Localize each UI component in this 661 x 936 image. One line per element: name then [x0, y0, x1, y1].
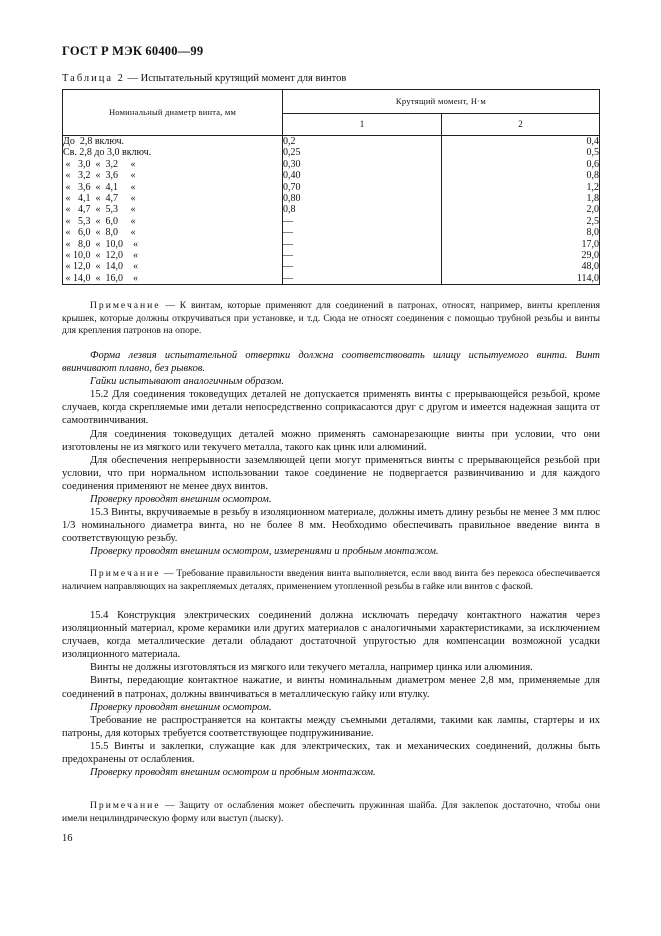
torque-value-2: 0,5	[586, 147, 599, 159]
torque-value-1: 0,80	[283, 192, 301, 204]
torque-value-2: 8,0	[586, 227, 599, 239]
torque-value-1: 0,30	[283, 158, 301, 170]
page-number: 16	[62, 833, 73, 844]
verification-statement: Проверку проводят внешним осмотром и пробным монтажом.	[90, 767, 376, 779]
diameter-value: « 5,3 « 6,0 «	[63, 215, 136, 227]
diameter-column	[63, 136, 283, 285]
diameter-value: « 3,6 « 4,1 «	[63, 181, 136, 193]
note-loosening	[62, 800, 600, 825]
torque-value-1: —	[283, 272, 293, 284]
paragraph: 15.2 Для соединения токоведущих деталей не допускается применять винты с прерывающейся резьбой, кроме случаев, когда скрепляемые ими детали непосредственно соприкасаются друг с другом и имеется надежная защита от самоотвинчивания.	[62, 389, 600, 427]
diameter-value: « 4,7 « 5,3 «	[63, 204, 136, 216]
diameter-value: « 12,0 « 14,0 «	[63, 261, 138, 273]
note-thread-entry	[62, 568, 600, 593]
section-15-4-15-5	[62, 609, 600, 779]
standard-header: ГОСТ Р МЭК 60400—99	[62, 44, 204, 58]
diameter-value: « 4,1 « 4,7 «	[63, 192, 136, 204]
paragraph: Для обеспечения непрерывности заземляющей цепи могут применяться винты с прерывающейся резьбой при условии, что при нормальном использовании такое соединение не подвергается развинчиванию и для каждого соединения применяют не менее двух винтов.	[62, 454, 600, 492]
column-header-2: 2	[442, 114, 600, 136]
note-text: — Требование правильности введения винта выполняется, если ввод винта без перекоса обеспечивается наличием направляющих на закрепляемых деталях, применением утопленной резьбы в гайке или винтов с фаской.	[62, 568, 600, 592]
torque-value-2: 0,6	[586, 158, 599, 170]
table-caption	[62, 73, 346, 84]
note-text: — Защиту от ослабления может обеспечить пружинная шайба. Для заклепок достаточно, чтобы они имели нецилиндрическую форму или выступ (лыску).	[62, 800, 600, 824]
diameter-value: До 2,8 включ.	[63, 136, 125, 147]
column-header-torque: Крутящий момент, Н·м	[283, 90, 600, 114]
verification-statement: Проверку проводят внешним осмотром, измерениями и пробным монтажом.	[90, 546, 439, 558]
paragraph: Для соединения токоведущих деталей можно применять самонарезающие винты при условии, что они изготовлены не из мягкого или текучего металла, такого как цинк или алюминий.	[62, 428, 600, 453]
torque-value-1: —	[283, 227, 293, 239]
torque-value-2: 29,0	[581, 249, 599, 261]
torque-value-2: 1,8	[586, 192, 599, 204]
torque-value-2: 1,2	[586, 181, 599, 193]
diameter-value: « 10,0 « 12,0 «	[63, 249, 138, 261]
table-caption-text: — Испытательный крутящий момент для винтов	[124, 73, 347, 84]
torque-value-1: —	[283, 261, 293, 273]
torque-value-1: —	[283, 215, 293, 227]
torque-column-2	[442, 136, 600, 285]
torque-value-2: 114,0	[576, 272, 599, 284]
torque-value-1: 0,2	[283, 136, 296, 147]
verification-statement: Проверку проводят внешним осмотром.	[90, 701, 272, 713]
torque-value-2: 0,4	[586, 136, 599, 147]
diameter-value: Св. 2,8 до 3,0 включ.	[63, 147, 152, 159]
note-label: Примечание	[90, 300, 161, 311]
torque-value-1: —	[283, 238, 293, 250]
paragraph: Требование не распространяется на контакты между съемными деталями, такими как лампы, стартеры и их патроны, для которых требуется соответствующее подпружинивание.	[62, 714, 600, 739]
verification-statement: Проверку проводят внешним осмотром.	[90, 494, 272, 506]
table-note	[62, 300, 600, 338]
column-header-diameter: Номинальный диаметр винта, мм	[63, 90, 283, 136]
torque-value-1: 0,25	[283, 147, 301, 159]
torque-value-1: —	[283, 249, 293, 261]
table-body-row	[63, 136, 600, 285]
torque-value-2: 48,0	[581, 261, 599, 273]
paragraph: 15.3 Винты, вкручиваемые в резьбу в изоляционном материале, должны иметь длину резьбы не менее 3 мм плюс 1/3 номинального диаметра винта, но не более 8 мм. Необходимо обеспечивать правильное введение винта в соответствующую резьбу.	[62, 507, 600, 545]
diameter-value: « 8,0 « 10,0 «	[63, 238, 138, 250]
table-caption-label: Таблица 2	[62, 73, 125, 84]
torque-value-2: 17,0	[581, 238, 599, 250]
torque-column-1	[283, 136, 442, 285]
torque-table	[62, 89, 600, 285]
section-15-2-15-3	[62, 349, 600, 559]
note-label: Примечание	[90, 568, 161, 579]
diameter-value: « 3,2 « 3,6 «	[63, 170, 136, 182]
torque-value-2: 2,0	[586, 204, 599, 216]
torque-value-2: 0,8	[586, 170, 599, 182]
torque-value-1: 0,8	[283, 204, 296, 216]
diameter-value: « 3,0 « 3,2 «	[63, 158, 136, 170]
note-label: Примечание	[90, 800, 161, 811]
diameter-value: « 14,0 « 16,0 «	[63, 272, 138, 284]
paragraph: 15.5 Винты и заклепки, служащие как для электрических, так и механических соединений, должны быть предохранены от ослабления.	[62, 740, 600, 766]
verification-statement: Гайки испытывают аналогичным образом.	[90, 376, 285, 388]
torque-value-2: 2,5	[586, 215, 599, 227]
verification-statement: Форма лезвия испытательной отвертки должна соответствовать шлицу испытуемого винта. Винт ввинчивают плавно, без рывков.	[62, 350, 600, 375]
paragraph: Винты, передающие контактное нажатие, и винты номинальным диаметром менее 2,8 мм, применяемые для соединений в патронах, должны ввинчиваться в металлическую гайку или втулку.	[62, 675, 600, 700]
torque-value-1: 0,70	[283, 181, 301, 193]
paragraph: 15.4 Конструкция электрических соединений должна исключать передачу контактного нажатия через изоляционный материал, кроме керамики или других материалов с аналогичными характеристиками, за исключением случаев, когда металлические детали обладают достаточной упругостью для компенсации возможной усадки изоляционного материала.	[62, 610, 600, 661]
note-text: — К винтам, которые применяют для соединений в патронах, относят, например, винты крепления крышек, которые должны откручиваться при установке, и т.д. Сюда не относят соединения с помощью трубной резьбы и винты для крепления патронов на опоре.	[62, 300, 600, 337]
torque-value-1: 0,40	[283, 170, 301, 182]
paragraph: Винты не должны изготовляться из мягкого или текучего металла, например цинка или алюминия.	[90, 662, 533, 674]
diameter-value: « 6,0 « 8,0 «	[63, 227, 136, 239]
column-header-1: 1	[283, 114, 442, 136]
